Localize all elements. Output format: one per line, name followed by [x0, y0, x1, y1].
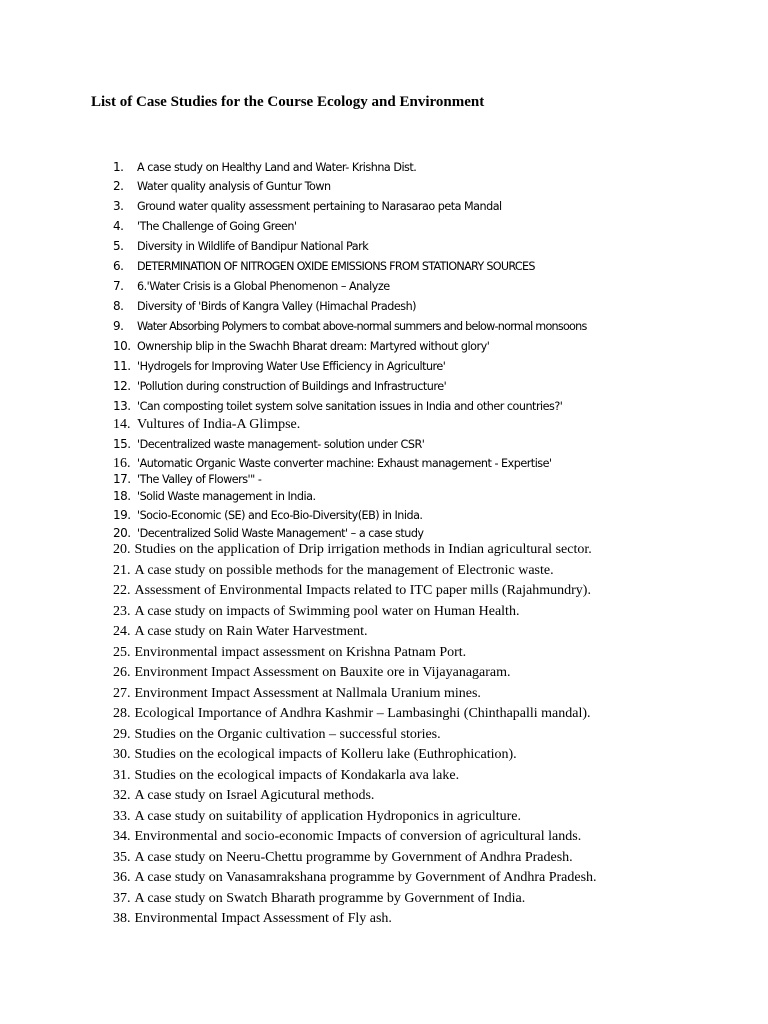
item-text: 'Decentralized Solid Waste Management' – a case study [137, 527, 424, 540]
item-number: 9. [113, 319, 124, 333]
item-text: Environment Impact Assessment at Nallmala Uranium mines. [134, 686, 481, 701]
item-text: Diversity in Wildlife of Bandipur National Park [137, 240, 369, 253]
item-text: A case study on Healthy Land and Water- Krishna Dist. [137, 161, 417, 174]
item-number: 27. [113, 686, 131, 701]
item-number: 7. [113, 279, 124, 293]
list-item [113, 705, 591, 723]
item-text: Diversity of 'Birds of Kangra Valley (Himachal Pradesh) [137, 300, 417, 313]
list-item [113, 297, 416, 316]
list-item [113, 177, 331, 196]
item-number: 33. [113, 809, 131, 824]
list-item [113, 357, 445, 376]
item-number: 37. [113, 891, 131, 906]
list-item [113, 746, 517, 764]
item-number: 23. [113, 604, 131, 619]
list-item [113, 541, 592, 559]
item-text: Environmental impact assessment on Krishna Patnam Port. [134, 645, 467, 660]
item-number: 35. [113, 850, 131, 865]
item-text: Environmental Impact Assessment of Fly ash. [134, 911, 392, 926]
item-number: 21. [113, 563, 131, 578]
item-number: 13. [113, 399, 131, 413]
item-number: 18. [113, 489, 131, 503]
item-text: 'Automatic Organic Waste converter machine: Exhaust management - Expertise' [137, 457, 552, 470]
item-text: A case study on Rain Water Harvestment. [134, 624, 368, 639]
list-item [113, 849, 573, 867]
item-number: 28. [113, 706, 131, 721]
list-item [113, 435, 424, 454]
item-number: 11. [113, 359, 131, 373]
item-text: 'Solid Waste management in India. [137, 490, 316, 503]
list-item [113, 685, 481, 703]
list-item [113, 317, 587, 336]
item-text: 'Socio-Economic (SE) and Eco-Bio-Diversity(EB) in Inida. [137, 509, 423, 522]
item-text: Studies on the ecological impacts of Kolleru lake (Euthrophication). [134, 747, 517, 762]
item-number: 12. [113, 379, 131, 393]
item-number: 2. [113, 179, 124, 193]
item-text: Environment Impact Assessment on Bauxite ore in Vijayanagaram. [134, 665, 511, 680]
item-text: 6.'Water Crisis is a Global Phenomenon – Analyze [137, 280, 390, 293]
item-text: 'Decentralized waste management- solution under CSR' [137, 438, 425, 451]
list-item [113, 237, 368, 256]
item-number: 31. [113, 768, 131, 783]
list-item [113, 397, 562, 416]
item-number: 4. [113, 219, 124, 233]
list-item [113, 767, 459, 785]
item-text: 'Can composting toilet system solve sanitation issues in India and other countries?' [137, 400, 563, 413]
item-number: 14. [113, 417, 131, 432]
item-text: Studies on the ecological impacts of Kondakarla ava lake. [134, 768, 460, 783]
item-number: 36. [113, 870, 131, 885]
list-item [113, 377, 446, 396]
item-number: 29. [113, 727, 131, 742]
item-text: Water quality analysis of Guntur Town [137, 180, 331, 193]
list-item [113, 257, 535, 276]
list-item [113, 869, 597, 887]
item-number: 8. [113, 299, 124, 313]
item-number: 20. [113, 526, 131, 540]
item-number: 20. [113, 542, 131, 557]
list-item [113, 197, 502, 216]
item-number: 25. [113, 645, 131, 660]
list-item [113, 787, 374, 805]
item-text: A case study on suitability of application Hydroponics in agriculture. [134, 809, 521, 824]
list-item [113, 487, 316, 506]
list-item [113, 217, 297, 236]
item-text: Water Absorbing Polymers to combat above-normal summers and below-normal monsoons [137, 320, 587, 333]
list-item [113, 562, 554, 580]
list-item [113, 158, 416, 177]
list-item [113, 623, 368, 641]
item-text: 'The Valley of Flowers'" - [137, 473, 262, 486]
item-text: Vultures of India-A Glimpse. [137, 417, 301, 432]
item-number: 26. [113, 665, 131, 680]
page-title: List of Case Studies for the Course Ecology and Environment [91, 94, 485, 110]
list-item [113, 582, 591, 600]
item-number: 30. [113, 747, 131, 762]
item-text: Studies on the application of Drip irrigation methods in Indian agricultural sector. [134, 542, 592, 557]
item-text: A case study on possible methods for the management of Electronic waste. [134, 563, 554, 578]
item-text: Assessment of Environmental Impacts related to ITC paper mills (Rajahmundry). [134, 583, 591, 598]
item-number: 17. [113, 472, 131, 486]
item-number: 3. [113, 199, 124, 213]
list-item [113, 726, 441, 744]
item-number: 34. [113, 829, 131, 844]
item-number: 10. [113, 339, 131, 353]
item-text: A case study on impacts of Swimming pool water on Human Health. [134, 604, 520, 619]
list-item [113, 603, 519, 621]
list-item [113, 506, 423, 525]
item-text: Studies on the Organic cultivation – successful stories. [134, 727, 441, 742]
list-item [113, 416, 300, 434]
item-text: Environmental and socio-economic Impacts of conversion of agricultural lands. [134, 829, 582, 844]
item-number: 16. [113, 456, 131, 471]
item-text: A case study on Swatch Bharath programme by Government of India. [134, 891, 526, 906]
item-text: 'Pollution during construction of Buildings and Infrastructure' [137, 380, 447, 393]
item-text: DETERMINATION OF NITROGEN OXIDE EMISSIONS FROM STATIONARY SOURCES [137, 260, 535, 273]
item-text: Ground water quality assessment pertaining to Narasarao peta Mandal [137, 200, 502, 213]
item-text: A case study on Neeru-Chettu programme by Government of Andhra Pradesh. [134, 850, 573, 865]
item-number: 38. [113, 911, 131, 926]
item-text: Ecological Importance of Andhra Kashmir – Lambasinghi (Chinthapalli mandal). [134, 706, 591, 721]
item-text: 'Hydrogels for Improving Water Use Efficiency in Agriculture' [137, 360, 446, 373]
list-item [113, 664, 511, 682]
item-text: A case study on Vanasamrakshana programme by Government of Andhra Pradesh. [134, 870, 597, 885]
list-item [113, 910, 392, 928]
item-number: 6. [113, 259, 124, 273]
item-text: 'The Challenge of Going Green' [137, 220, 297, 233]
item-number: 32. [113, 788, 131, 803]
list-item [113, 337, 489, 356]
item-number: 19. [113, 508, 131, 522]
list-item [113, 644, 466, 662]
item-text: Ownership blip in the Swachh Bharat dream: Martyred without glory' [137, 340, 490, 353]
item-number: 24. [113, 624, 131, 639]
item-number: 1. [113, 160, 124, 174]
list-item [113, 828, 581, 846]
list-item [113, 808, 521, 826]
item-number: 22. [113, 583, 131, 598]
item-number: 5. [113, 239, 124, 253]
item-number: 15. [113, 437, 131, 451]
list-item [113, 277, 390, 296]
item-text: A case study on Israel Agicutural methods. [134, 788, 375, 803]
list-item [113, 890, 525, 908]
